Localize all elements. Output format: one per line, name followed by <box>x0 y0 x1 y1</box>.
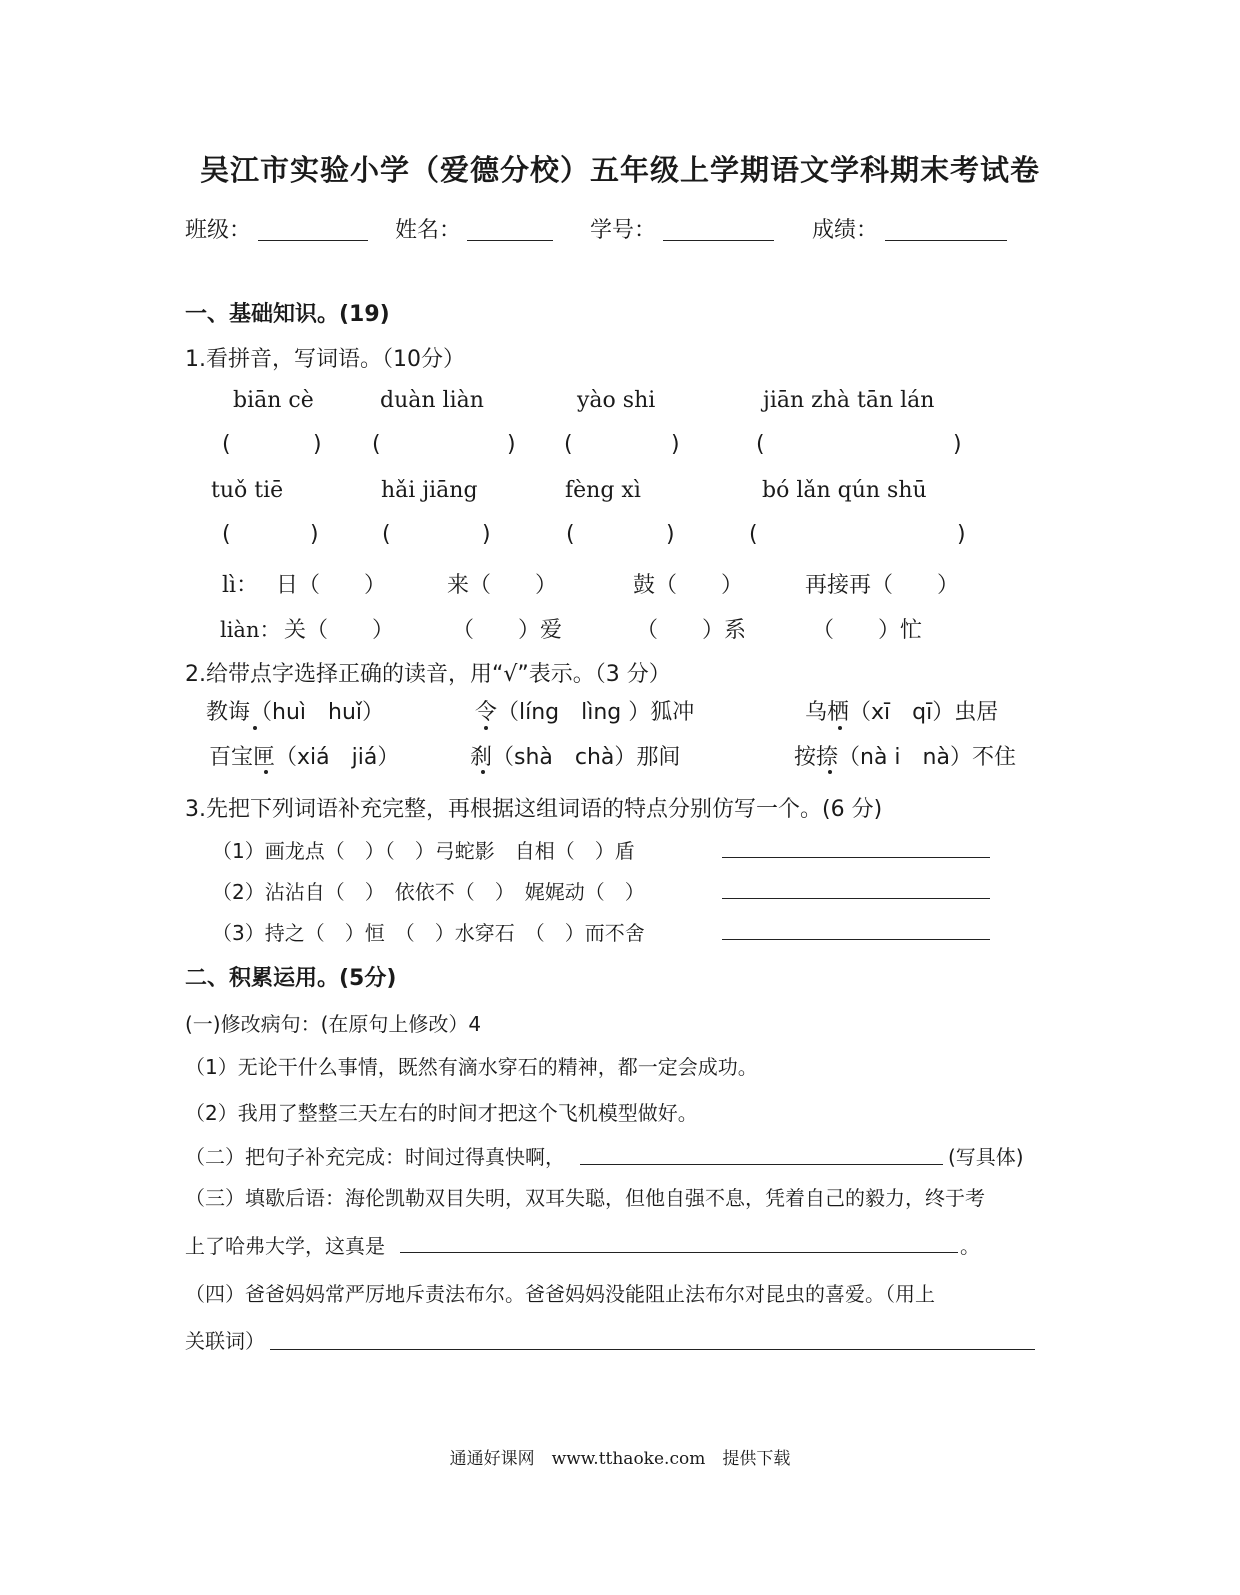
reading-choice: 教诲（huì huǐ） <box>206 700 384 725</box>
li-item: 日（ ） <box>276 573 387 598</box>
sub4-line2: 关联词） <box>185 1329 265 1353</box>
answer-bracket-open: ( <box>564 432 573 457</box>
q1-title: 1.看拼音，写词语。（10分） <box>185 347 465 372</box>
imitate-blank[interactable] <box>722 857 990 858</box>
sentence-item: （1）无论干什么事情，既然有滴水穿石的精神，都一定会成功。 <box>185 1055 758 1079</box>
reading-choice: 令（líng lìng ）狐冲 <box>475 700 695 725</box>
imitate-blank[interactable] <box>722 898 990 899</box>
answer-bracket-close: ) <box>507 432 516 457</box>
answer-bracket-close: ) <box>310 522 319 547</box>
answer-bracket-close: ) <box>671 432 680 457</box>
pinyin-item: jiān zhà tān lán <box>763 388 935 413</box>
lian-item: （ ）爱 <box>452 618 563 643</box>
pinyin-item: hǎi jiāng <box>381 478 478 503</box>
answer-bracket-close: ) <box>953 432 962 457</box>
emphasis-dot <box>838 726 842 730</box>
answer-bracket-open: ( <box>756 432 765 457</box>
class-blank[interactable] <box>258 240 368 241</box>
xiehouyu-blank[interactable] <box>400 1252 958 1253</box>
pinyin-item: duàn liàn <box>380 388 484 413</box>
reading-choice: 百宝匣（xiá jiá） <box>209 745 400 770</box>
footer: 通通好课网 www.tthaoke.com 提供下载 <box>449 1449 791 1469</box>
section1-heading: 一、基础知识。(19) <box>185 302 390 327</box>
answer-bracket-open: ( <box>372 432 381 457</box>
imitate-blank[interactable] <box>722 939 990 940</box>
q2-title: 2.给带点字选择正确的读音，用“√”表示。（3 分） <box>185 662 671 687</box>
q3-title: 3.先把下列词语补充完整，再根据这组词语的特点分别仿写一个。(6 分) <box>185 797 883 822</box>
pinyin-item: fèng xì <box>565 478 641 503</box>
answer-bracket-close: ) <box>666 522 675 547</box>
emphasis-dot <box>253 726 257 730</box>
sentence-item: （2）我用了整整三天左右的时间才把这个飞机模型做好。 <box>185 1101 698 1125</box>
name-blank[interactable] <box>467 240 553 241</box>
idiom-row: （2）沾沾自（ ） 依依不（ ） 娓娓动（ ） <box>212 880 645 904</box>
li-item: 再接再（ ） <box>805 573 960 598</box>
idiom-row: （3）持之（ ）恒 （ ）水穿石 （ ）而不舍 <box>212 921 645 945</box>
pinyin-item: tuǒ tiē <box>211 478 284 503</box>
li-item: 鼓（ ） <box>633 573 744 598</box>
answer-bracket-open: ( <box>566 522 575 547</box>
sub4-line1: （四）爸爸妈妈常严厉地斥责法布尔。爸爸妈妈没能阻止法布尔对昆虫的喜爱。（用上 <box>185 1282 935 1306</box>
emphasis-dot <box>481 770 485 774</box>
sub1-title: (一)修改病句：(在原句上修改）4 <box>185 1012 482 1036</box>
sub2-text: （二）把句子补充完成：时间过得真快啊， <box>185 1145 565 1169</box>
sub3-line2: 上了哈弗大学，这真是 <box>185 1234 385 1258</box>
answer-bracket-close: ) <box>957 522 966 547</box>
lian-item: （ ）系 <box>636 618 747 643</box>
conjunction-blank[interactable] <box>270 1349 1035 1350</box>
sub2-suffix: (写具体) <box>948 1145 1024 1169</box>
answer-bracket-open: ( <box>222 432 231 457</box>
sub3-end: 。 <box>960 1234 980 1258</box>
emphasis-dot <box>828 770 832 774</box>
section2-heading: 二、积累运用。(5分) <box>185 966 397 991</box>
name-label: 姓名： <box>395 218 462 243</box>
number-blank[interactable] <box>663 240 774 241</box>
pinyin-item: biān cè <box>233 388 314 413</box>
complete-sentence-blank[interactable] <box>580 1164 943 1165</box>
reading-choice: 乌栖（xī qī）虫居 <box>805 700 999 725</box>
reading-choice: 按捺（nà i nà）不住 <box>794 745 1016 770</box>
pinyin-item: yào shi <box>577 388 656 413</box>
score-label: 成绩： <box>812 218 879 243</box>
emphasis-dot <box>484 726 488 730</box>
pinyin-item: bó lǎn qún shū <box>762 478 927 503</box>
lian-item: 关（ ） <box>284 618 395 643</box>
score-blank[interactable] <box>885 240 1007 241</box>
lian-label: liàn： <box>220 618 281 642</box>
lian-item: （ ）忙 <box>812 618 923 643</box>
answer-bracket-open: ( <box>382 522 391 547</box>
answer-bracket-open: ( <box>222 522 231 547</box>
number-label: 学号： <box>590 218 657 243</box>
reading-choice: 刹（shà chà）那间 <box>470 745 681 770</box>
class-label: 班级： <box>185 218 252 243</box>
li-item: 来（ ） <box>447 573 558 598</box>
answer-bracket-close: ) <box>313 432 322 457</box>
li-label: lì： <box>222 573 259 598</box>
emphasis-dot <box>264 770 268 774</box>
exam-title: 吴江市实验小学（爱德分校）五年级上学期语文学科期末考试卷 <box>199 153 1040 187</box>
answer-bracket-close: ) <box>482 522 491 547</box>
idiom-row: （1）画龙点（ ）（ ）弓蛇影 自相（ ）盾 <box>212 839 635 863</box>
answer-bracket-open: ( <box>749 522 758 547</box>
sub3-line1: （三）填歇后语：海伦凯勒双目失明，双耳失聪，但他自强不息，凭着自己的毅力，终于考 <box>185 1186 985 1210</box>
